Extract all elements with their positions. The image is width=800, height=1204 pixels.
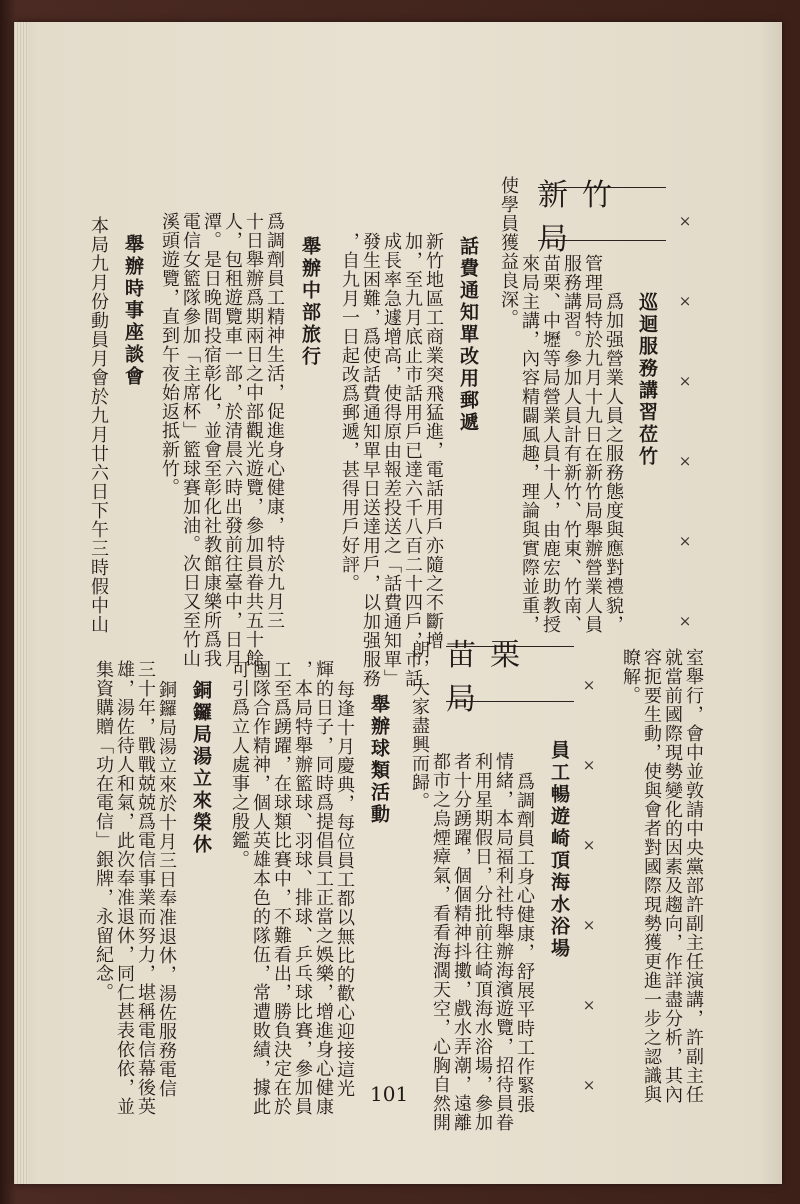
article-body-beach-3: 利用星期假日，分批前往崎頂海水浴場，參加 — [472, 752, 493, 1132]
article-body-trip-2: 十日舉辦爲期兩日之中部觀光遊覽，參加員眷共五十餘 — [243, 212, 264, 668]
article-body-ballgames-3: ，本局特舉辦籃球、羽球、排球、乒乓球比賽，參加員 — [292, 660, 313, 1116]
miaoli-header — [446, 638, 574, 717]
hsinchu-header — [538, 178, 666, 257]
article-body-ballgames-6: 可引爲立人處事之殷鑑。 — [229, 660, 250, 869]
article-body-beach-1: 爲調劑員工身心健康，舒展平時工作緊張 — [514, 772, 535, 1114]
article-body-trip-5: 電信女籃隊參加「主席杯」籃球賽加油。次日又至竹山 — [180, 212, 201, 668]
article-body-seminar-5: 瞭解。 — [620, 648, 641, 705]
article-body-trip-3: 人，包租遊覽車一部，於清晨六時出發前往臺中，日月 — [222, 212, 243, 668]
article-body-ballgames-5: 團隊合作精神，個人英雄本色的隊伍，常遭敗績，據此 — [250, 660, 271, 1116]
article-body-training-1: 爲加强營業人員之服務態度與應對禮貌， — [603, 292, 624, 634]
article-body-retirement-2: 三十年，戰戰兢兢爲電信事業而努力，堪稱電信幕後英 — [135, 660, 156, 1116]
article-body-seminar-1: 本局九月份動員月會於九月廿六日下午三時假中山 — [88, 216, 109, 634]
article-body-billing-3: 成長率急遽增高，使得原由報差投送之「話費通知單」 — [381, 232, 402, 688]
article-body-trip-1: 爲調劑員工精神生活，促進身心健康，特於九月三 — [264, 212, 285, 630]
article-body-training-5: 來局主講，內容精闢風趣，理論與實際並重， — [519, 254, 540, 634]
article-title-billing: 話費通知單改用郵遞 — [457, 236, 479, 434]
miaoli-marks: × × × × × × — [580, 676, 598, 1116]
article-body-billing-2: 加，至九月底止市話用戶已達六千八百二十四戶，市話 — [402, 232, 423, 688]
article-body-retirement-4: 集資購贈「功在電信」銀牌，永留紀念。 — [93, 660, 114, 1002]
page-edge — [14, 22, 28, 1184]
hsinchu-header-text: 新竹局 — [538, 178, 626, 257]
article-body-beach-2: 情緒，本局福利社特舉辦海濱遊覽，招待員眷 — [493, 752, 514, 1132]
article-body-training-2: 管理局特於九月十九日在新竹局舉辦營業人員 — [582, 254, 603, 634]
article-title-ballgames: 舉辦球類活動 — [368, 694, 390, 826]
article-body-training-4: 苗栗、中壢等局營業人員十人，由鹿宏助教授 — [540, 254, 561, 634]
article-body-billing-5: ，自九月一日起改爲郵遞，甚得用戶好評。 — [339, 232, 360, 593]
article-title-retirement: 銅鑼局湯立來榮休 — [190, 680, 212, 856]
article-title-training: 巡迴服務講習莅竹 — [636, 292, 658, 468]
article-body-billing-4: 發生困難，爲使話費通知單早日送達用戶，以加强服務 — [360, 232, 381, 688]
article-body-beach-5: 都市之烏煙瘴氣，看看海濶天空，心胸自然開 — [430, 752, 451, 1132]
article-body-training-3: 服務講習。參加人員計有新竹、竹東、竹南、 — [561, 254, 582, 634]
article-body-beach-4: 者十分踴躍，個個精神抖擻，戲水弄潮，遠離 — [451, 752, 472, 1132]
article-body-retirement-1: 銅鑼局湯立來於十月三日奉准退休，湯佐服務電信 — [156, 680, 177, 1098]
article-body-ballgames-4: 工至爲踴躍，在球類比賽中，不難看出，勝負決定在於 — [271, 660, 292, 1116]
article-body-training-6: 使學員獲益良深。 — [498, 176, 519, 328]
article-title-trip: 舉辦中部旅行 — [299, 236, 321, 368]
miaoli-header-text: 苗栗局 — [446, 638, 534, 717]
article-body-trip-4: 潭。是日晚間投宿彰化，並會至彰化社教館康樂所爲我 — [201, 212, 222, 668]
article-body-seminar-2: 室舉行，會中並敦請中央黨部許副主任演講，許副主任 — [683, 648, 704, 1104]
article-body-ballgames-1: 每逢十月慶典，每位員工都以無比的歡心迎接這光 — [334, 680, 355, 1098]
article-title-beach: 員工暢遊崎頂海水浴場 — [548, 740, 570, 960]
article-body-retirement-3: 雄，湯佐待人和氣，此次奉准退休，同仁甚表依依，並 — [114, 660, 135, 1116]
article-title-seminar: 舉辦時事座談會 — [122, 234, 144, 388]
article-body-beach-6: 朗，大家盡興而歸。 — [409, 640, 430, 811]
article-body-ballgames-2: 輝的日子，同時爲提倡員工正當之娛樂，增進身心健康 — [313, 660, 334, 1116]
article-body-billing-1: 新竹地區工商業突飛猛進，電話用戶亦隨之不斷增 — [423, 232, 444, 650]
article-body-seminar-3: 就當前國際現勢變化的因素及趨向，作詳盡分析，其內 — [662, 648, 683, 1104]
article-body-seminar-4: 容扼要生動，使與會者對國際現勢獲更進一步之認識與 — [641, 648, 662, 1104]
hsinchu-marks: × × × × × × — [676, 212, 694, 652]
article-body-trip-6: 溪頭遊覽，直到午夜始返抵新竹。 — [159, 212, 180, 497]
page-number: 101 — [370, 1082, 409, 1106]
